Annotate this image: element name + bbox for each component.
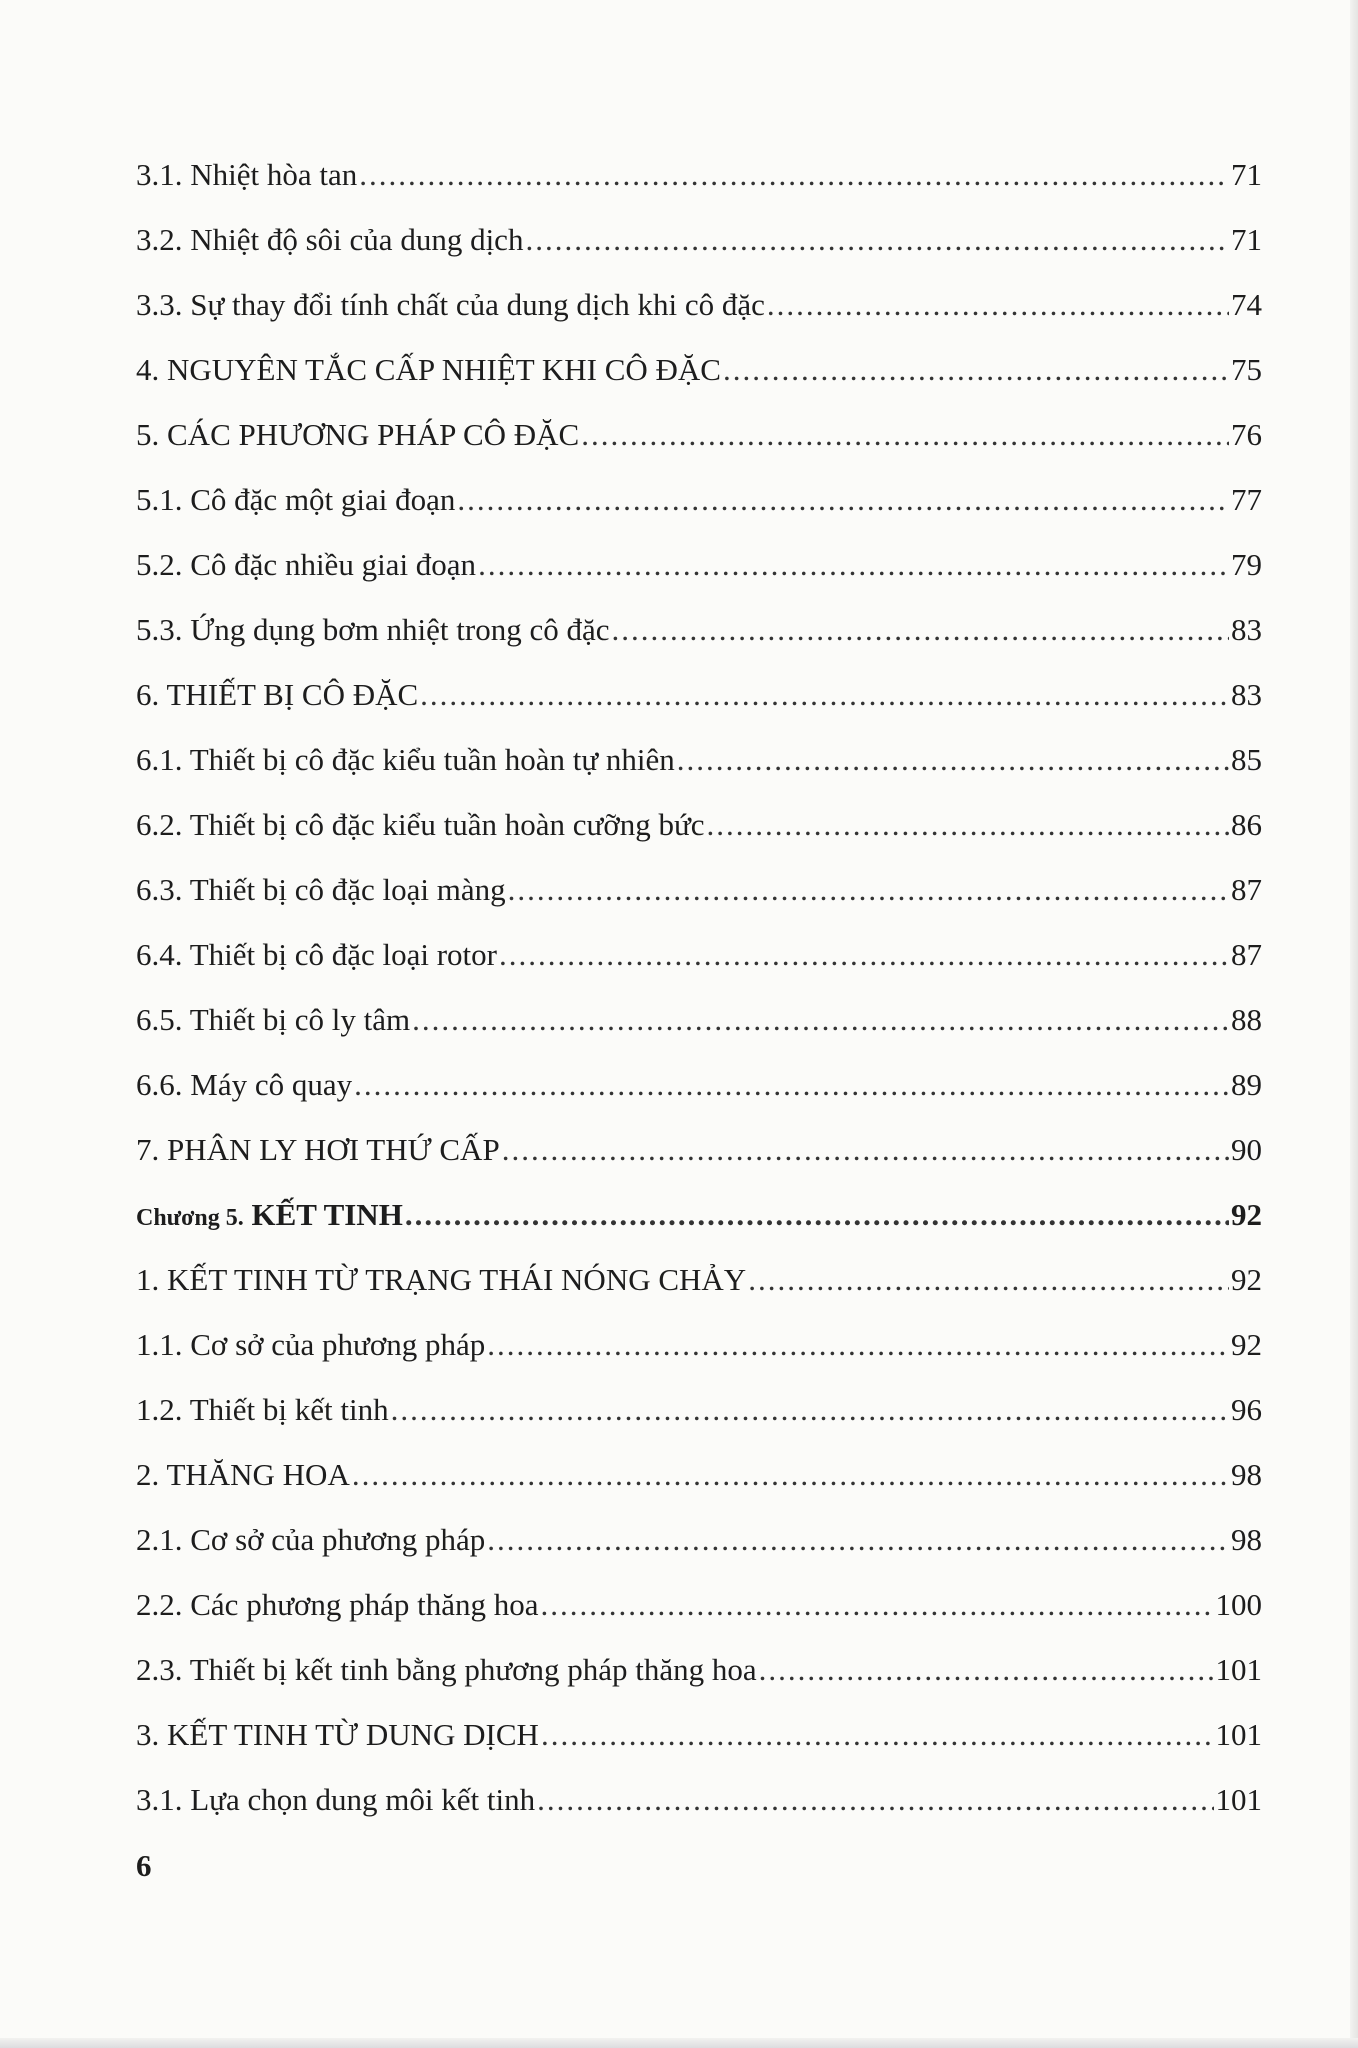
toc-entry: [136, 922, 1262, 987]
dot-leader: [487, 1507, 1229, 1572]
toc-entry-page: 87: [1231, 937, 1262, 972]
toc-entry-page: 101: [1215, 1782, 1262, 1817]
toc-entry-page: 92: [1231, 1262, 1262, 1297]
toc-entry: [136, 1702, 1262, 1767]
toc-entry: [136, 1637, 1262, 1702]
toc-entry-page: 79: [1231, 547, 1262, 582]
toc-entry-title: 5. CÁC PHƯƠNG PHÁP CÔ ĐẶC: [136, 417, 580, 452]
toc-entry-page: 90: [1231, 1132, 1262, 1167]
toc-entry-page: 100: [1215, 1587, 1262, 1622]
toc-entry: [136, 207, 1262, 272]
toc-entry-title: 1.2. Thiết bị kết tinh: [136, 1392, 389, 1427]
toc-entry-page: 85: [1231, 742, 1262, 777]
dot-leader: [359, 142, 1229, 207]
toc-entry: [136, 1312, 1262, 1377]
toc-entry-page: 83: [1231, 677, 1262, 712]
toc-entry-title: 5.3. Ứng dụng bơm nhiệt trong cô đặc: [136, 612, 610, 647]
toc-entry-page: 77: [1231, 482, 1262, 517]
toc-entry-title: 1.1. Cơ sở của phương pháp: [136, 1327, 486, 1362]
dot-leader: [405, 1182, 1229, 1247]
toc-entry-page: 87: [1231, 872, 1262, 907]
toc-entry-page: 71: [1231, 222, 1262, 257]
toc-entry-title: 3.1. Nhiệt hòa tan: [136, 157, 358, 192]
toc-entry-title: 6.4. Thiết bị cô đặc loại rotor: [136, 937, 497, 972]
dot-leader: [525, 207, 1229, 272]
toc-entry-page: 101: [1215, 1717, 1262, 1752]
dot-leader: [541, 1572, 1214, 1637]
toc-entry-page: 89: [1231, 1067, 1262, 1102]
toc-entry: [136, 1507, 1262, 1572]
toc-entry-title: 4. NGUYÊN TẮC CẤP NHIỆT KHI CÔ ĐẶC: [136, 352, 721, 387]
chapter-heading: [136, 1182, 403, 1251]
toc-chapter-entry: [136, 1182, 1262, 1247]
toc-entry-title: 6. THIẾT BỊ CÔ ĐẶC: [136, 677, 419, 712]
toc-entry: [136, 1767, 1262, 1832]
toc-entry-title: 6.6. Máy cô quay: [136, 1067, 353, 1102]
toc-entry: [136, 597, 1262, 662]
dot-leader: [508, 857, 1229, 922]
dot-leader: [499, 922, 1229, 987]
dot-leader: [412, 987, 1229, 1052]
dot-leader: [723, 337, 1229, 402]
toc-entry-page: 71: [1231, 157, 1262, 192]
toc-entry-page: 86: [1231, 807, 1262, 842]
dot-leader: [748, 1247, 1229, 1312]
toc-entry: [136, 532, 1262, 597]
toc-entry: [136, 662, 1262, 727]
toc-entry-page: 75: [1231, 352, 1262, 387]
page-bottom-edge: [0, 2038, 1358, 2048]
toc-entry: [136, 857, 1262, 922]
toc-entry: [136, 1442, 1262, 1507]
toc-entry-title: 6.5. Thiết bị cô ly tâm: [136, 1002, 411, 1037]
toc-entry-page: 92: [1231, 1327, 1262, 1362]
dot-leader: [457, 467, 1229, 532]
dot-leader: [612, 597, 1229, 662]
dot-leader: [767, 272, 1229, 337]
toc-entry: [136, 467, 1262, 532]
toc-entry-title: 7. PHÂN LY HƠI THỨ CẤP: [136, 1132, 500, 1167]
dot-leader: [478, 532, 1229, 597]
dot-leader: [537, 1767, 1213, 1832]
toc-entry-page: 96: [1231, 1392, 1262, 1427]
toc-entry: [136, 1572, 1262, 1637]
toc-entry-title: 3.1. Lựa chọn dung môi kết tinh: [136, 1782, 536, 1817]
toc-entry-page: 74: [1231, 287, 1262, 322]
dot-leader: [541, 1702, 1214, 1767]
toc-entry: [136, 1052, 1262, 1117]
toc-entry-page: 98: [1231, 1457, 1262, 1492]
page-edge-shadow: [1350, 0, 1358, 2048]
toc-entry-page: 92: [1231, 1197, 1262, 1232]
toc-entry-page: 88: [1231, 1002, 1262, 1037]
toc-entry: [136, 1247, 1262, 1312]
toc-entry-title: 2. THĂNG HOA: [136, 1457, 350, 1492]
toc-entry: [136, 727, 1262, 792]
toc-entry-title: 2.3. Thiết bị kết tinh bằng phương pháp thăng hoa: [136, 1652, 757, 1687]
dot-leader: [759, 1637, 1214, 1702]
dot-leader: [677, 727, 1229, 792]
toc-entry: [136, 1117, 1262, 1182]
toc-entry-page: 83: [1231, 612, 1262, 647]
toc-entry-title: 6.2. Thiết bị cô đặc kiểu tuần hoàn cưỡng bức: [136, 807, 705, 842]
toc-entry-title: 6.3. Thiết bị cô đặc loại màng: [136, 872, 506, 907]
dot-leader: [707, 792, 1229, 857]
toc-entry-title: 5.1. Cô đặc một giai đoạn: [136, 482, 456, 517]
dot-leader: [487, 1312, 1229, 1377]
toc-entry-title: 3. KẾT TINH TỪ DUNG DỊCH: [136, 1717, 539, 1752]
dot-leader: [354, 1052, 1229, 1117]
toc-entry: [136, 142, 1262, 207]
dot-leader: [420, 662, 1229, 727]
toc-entry-title: 2.2. Các phương pháp thăng hoa: [136, 1587, 539, 1622]
toc-entry: [136, 337, 1262, 402]
toc-entry-title: 3.2. Nhiệt độ sôi của dung dịch: [136, 222, 524, 257]
toc-entry: [136, 402, 1262, 467]
toc-entry: [136, 272, 1262, 337]
toc-entry-page: 101: [1215, 1652, 1262, 1687]
toc-entry-title: 2.1. Cơ sở của phương pháp: [136, 1522, 486, 1557]
toc-entry-title: 3.3. Sự thay đổi tính chất của dung dịch khi cô đặc: [136, 287, 765, 322]
dot-leader: [352, 1442, 1229, 1507]
dot-leader: [502, 1117, 1229, 1182]
toc-entry-page: 76: [1231, 417, 1262, 452]
dot-leader: [581, 402, 1229, 467]
dot-leader: [391, 1377, 1229, 1442]
page-number: 6: [136, 1848, 152, 1883]
toc-entry-page: 98: [1231, 1522, 1262, 1557]
chapter-title: KẾT TINH: [251, 1197, 403, 1232]
table-of-contents: [136, 142, 1262, 1832]
toc-entry: [136, 987, 1262, 1052]
toc-entry: [136, 792, 1262, 857]
toc-entry: [136, 1377, 1262, 1442]
chapter-prefix: Chương 5.: [136, 1205, 244, 1231]
toc-entry-title: 6.1. Thiết bị cô đặc kiểu tuần hoàn tự nhiên: [136, 742, 675, 777]
toc-entry-title: 1. KẾT TINH TỪ TRẠNG THÁI NÓNG CHẢY: [136, 1262, 747, 1297]
toc-entry-title: 5.2. Cô đặc nhiều giai đoạn: [136, 547, 477, 582]
